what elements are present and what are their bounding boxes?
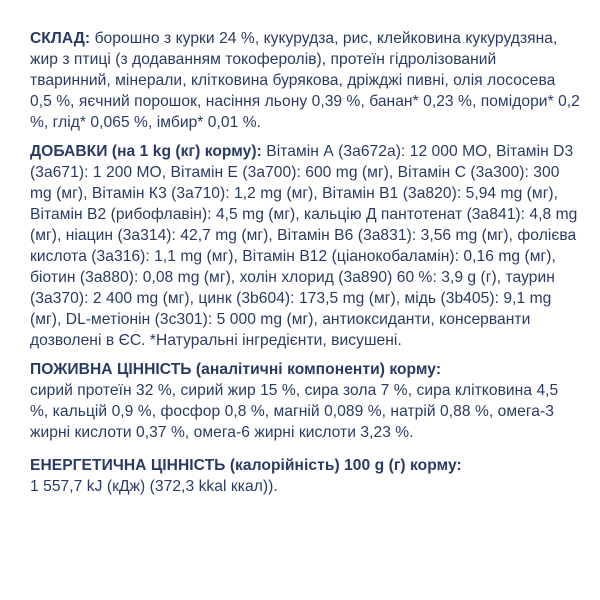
energy-text: 1 557,7 kJ (кДж) (372,3 kkal ккал)). <box>30 478 278 495</box>
additives-heading: ДОБАВКИ (на 1 kg (кг) корму): <box>30 143 262 160</box>
nutrition-block <box>30 359 580 443</box>
additives-block <box>30 141 580 351</box>
composition-text: борошно з курки 24 %, кукурудза, рис, клейковина кукурудзяна, жир з птиці (з додаванням токоферолів), протеїн гідролізований тваринний, мінерали, клітковина бурякова, дріжджі пивні, олія лососева 0,5 %, яєчний порошок, насіння льону 0,39 %, банан* 0,23 %, помідори* 0,2 %, глід* 0,065 %, імбир* 0,01 %. <box>30 30 580 131</box>
nutrition-heading: ПОЖИВНА ЦІННІСТЬ (аналітичні компоненти) корму: <box>30 361 442 378</box>
composition-block <box>30 28 580 133</box>
nutrition-text: сирий протеїн 32 %, сирий жир 15 %, сира зола 7 %, сира клітковина 4,5 %, кальцій 0,9 %, фосфор 0,8 %, магній 0,089 %, натрій 0,88 %, омега-3 жирні кислоти 0,37 %, омега-6 жирні кислоти 3,23 %. <box>30 382 559 441</box>
additives-text: Вітамін А (3а672а): 12 000 МО, Вітамін D3 (3а671): 1 200 МО, Вітамін Е (3а700): 600 mg (мг), Вітамін С (3а300): 300 mg (мг), Вітамін К3 (3а710): 1,2 mg (мг), Вітамін В1 (3а820): 5,94 mg (мг), Вітамін В2 (рибофлавін): 4,5 mg (мг), кальцію Д пантотенат (3а841): 4,8 mg (мг), ніацин (3а314): 42,7 mg (мг), Вітамін В6 (3а831): 3,56 mg (мг), фолієва кислота (3а316): 1,1 mg (мг), Вітамін В12 (ціанокобаламін): 0,16 mg (мг), біотин (3а880): 0,08 mg (мг), холін хлорид (3а890) 60 %: 3,9 g (г), таурин (3а370): 2 400 mg (мг), цинк (3b604): 173,5 mg (мг), мідь (3b405): 9,1 mg (мг), DL-метіонін (3с301): 5 000 mg (мг), антиоксиданти, консерванти дозволені в ЄС. *Натуральні інгредієнти, висушені. <box>30 143 578 349</box>
energy-heading: ЕНЕРГЕТИЧНА ЦІННІСТЬ (калорійність) 100 g (г) корму: <box>30 457 462 474</box>
energy-block <box>30 455 580 497</box>
composition-heading: СКЛАД: <box>30 30 91 47</box>
